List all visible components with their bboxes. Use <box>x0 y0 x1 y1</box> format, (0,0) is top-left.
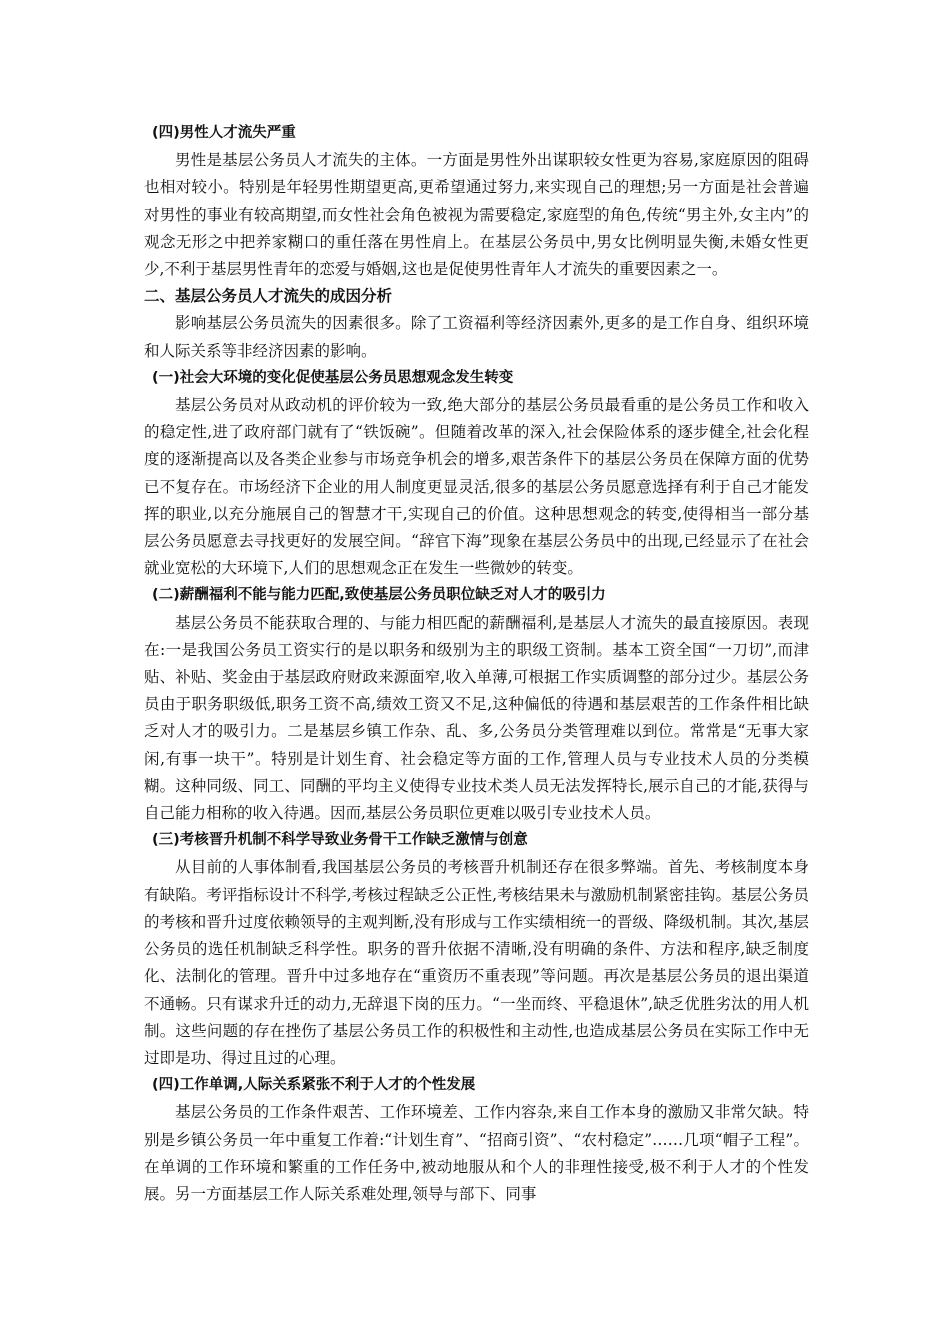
section-heading: 二、基层公务员人才流失的成因分析 <box>144 287 393 306</box>
subsection-heading: (二)薪酬福利不能与能力匹配,致使基层公务员职位缺乏对人才的吸引力 <box>152 587 606 604</box>
body-paragraph: 基层公务员的工作条件艰苦、工作环境差、工作内容杂,来自工作本身的激励又非常欠缺。特别是乡镇公务员一年中重复工作着:“计划生育”、“招商引资”、“农村稳定”……几项“帽子工程”。在单调的工作环境和繁重的工作任务中,被动地服从和个人的非理性接受,极不利于人才的个性发展。另一方面基层工作人际关系难处理,领导与部下、同事 <box>144 1103 809 1203</box>
subsection-heading: (四)工作单调,人际关系紧张不利于人才的个性发展 <box>152 1077 476 1094</box>
body-paragraph: 从目前的人事体制看,我国基层公务员的考核晋升机制还存在很多弊端。首先、考核制度本身有缺陷。考评指标设计不科学,考核过程缺乏公正性,考核结果未与激励机制紧密挂钩。基层公务员的考核和晋升过度依赖领导的主观判断,没有形成与工作实绩相统一的晋级、降级机制。其次,基层公务员的选任机制缺乏科学性。职务的晋升依据不清晰,没有明确的条件、方法和程序,缺乏制度化、法制化的管理。晋升中过多地存在“重资历不重表现”等问题。再次是基层公务员的退出渠道不通畅。只有谋求升迁的动力,无辞退下岗的压力。“一坐而终、平稳退休”,缺乏优胜劣汰的用人机制。这些问题的存在挫伤了基层公务员工作的积极性和主动性,也造成基层公务员在实际工作中无过即是功、得过且过的心理。 <box>144 858 809 1067</box>
body-paragraph: 基层公务员不能获取合理的、与能力相匹配的薪酬福利,是基层人才流失的最直接原因。表现在:一是我国公务员工资实行的是以职务和级别为主的职级工资制。基本工资全国“一刀切”,而津贴、补贴、奖金由于基层政府财政来源面窄,收入单薄,可根据工作实质调整的部分过少。基层公务员由于职务职级低,职务工资不高,绩效工资又不足,这种偏低的待遇和基层艰苦的工作条件相比缺乏对人才的吸引力。二是基层乡镇工作杂、乱、多,公务员分类管理难以到位。常常是“无事大家闲,有事一块干”。特别是计划生育、社会稳定等方面的工作,管理人员与专业技术人员的分类模糊。这种同级、同工、同酬的平均主义使得专业技术类人员无法发挥特长,展示自己的才能,获得与自己能力相称的收入待遇。因而,基层公务员职位更难以吸引专业技术人员。 <box>144 613 809 823</box>
body-paragraph: 基层公务员对从政动机的评价较为一致,绝大部分的基层公务员最看重的是公务员工作和收入的稳定性,进了政府部门就有了“铁饭碗”。但随着改革的深入,社会保险体系的逐步健全,社会化程度的逐渐提高以及各类企业参与市场竞争机会的增多,艰苦条件下的基层公务员在保障方面的优势已不复存在。市场经济下企业的用人制度更显灵活,很多的基层公务员愿意选择有利于自己才能发挥的职业,以充分施展自己的智慧才干,实现自己的价值。这种思想观念的转变,使得相当一部分基层公务员愿意去寻找更好的发展空间。“辞官下海”现象在基层公务员中的出现,已经显示了在社会就业宽松的大环境下,人们的思想观念正在发生一些微妙的转变。 <box>144 396 809 578</box>
subsection-heading: (四)男性人才流失严重 <box>152 125 296 141</box>
document-page <box>144 120 809 1208</box>
subsection-heading: (一)社会大环境的变化促使基层公务员思想观念发生转变 <box>152 369 514 386</box>
body-paragraph: 影响基层公务员流失的因素很多。除了工资福利等经济因素外,更多的是工作自身、组织环境和人际关系等非经济因素的影响。 <box>144 314 809 360</box>
body-paragraph: 男性是基层公务员人才流失的主体。一方面是男性外出谋职较女性更为容易,家庭原因的阻碍也相对较小。特别是年轻男性期望更高,更希望通过努力,来实现自己的理想;另一方面是社会普遍对男性的事业有较高期望,而女性社会角色被视为需要稳定,家庭型的角色,传统“男主外,女主内”的观念无形之中把养家糊口的重任落在男性肩上。在基层公务员中,男女比例明显失衡,未婚女性更少,不利于基层男性青年的恋爱与婚姻,这也是促使男性青年人才流失的重要因素之一。 <box>144 151 809 279</box>
subsection-heading: (三)考核晋升机制不科学导致业务骨干工作缺乏激情与创意 <box>152 832 528 849</box>
